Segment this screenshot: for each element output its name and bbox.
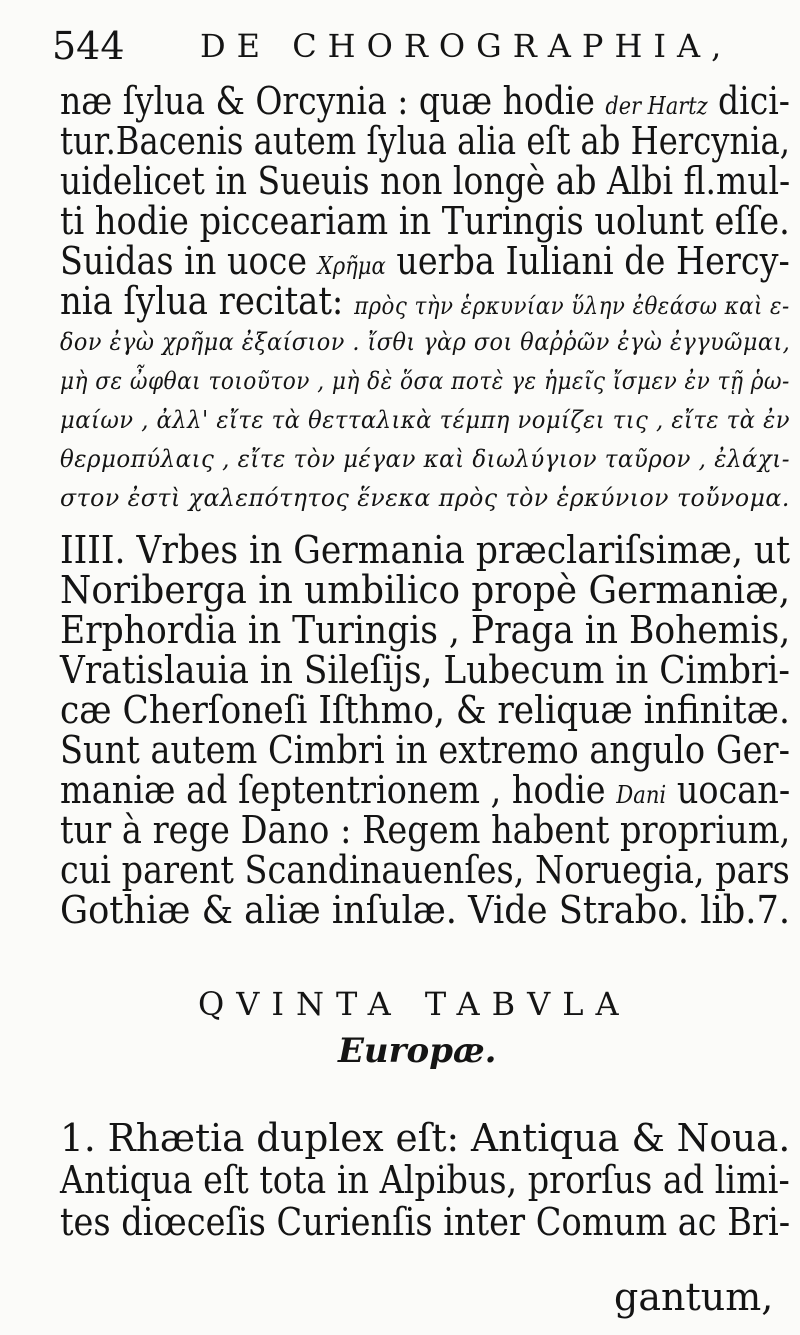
greek-line: θερμοπύλαις , εἴτε τὸν μέγαν καὶ διωλύγιον ταῦρον , ἐλάχι- (60, 445, 790, 473)
text-line: Gothiæ & aliæ inſulæ. Vide Strabo. lib.7. (60, 888, 791, 932)
text-line: cui parent Scandinauenſes, Noruegia, pars (60, 848, 790, 892)
text-line: Noriberga in umbilico propè Germaniæ, (60, 568, 791, 612)
section-subtitle: Europæ. (338, 1031, 497, 1071)
text-line: IIII. Vrbes in Germania præclariſsimæ, ut (60, 528, 791, 572)
text-line: Erphordia in Turingis , Praga in Bohemis, (60, 608, 791, 652)
section-title: QVINTA TABVLA (198, 985, 631, 1023)
text-line: tes diœceſis Curienſis inter Comum ac Bri- (60, 1200, 791, 1244)
text-line: næ ſylua & Orcynia : quæ hodie der Hartz dici- (60, 79, 790, 123)
text-line: Antiqua eſt tota in Alpibus, prorſus ad limi- (60, 1158, 790, 1202)
page-header (52, 22, 752, 70)
page-number: 544 (52, 24, 125, 68)
text-line: Suidas in uoce Χρῆμα uerba Iuliani de Hercy- (60, 239, 790, 283)
text-line: maniæ ad ſeptentrionem , hodie Dani uocan- (60, 768, 791, 812)
running-head: DE CHOROGRAPHIA, (200, 27, 733, 65)
text-line: 1. Rhætia duplex eſt: Antiqua & Noua. (60, 1116, 791, 1160)
text-line: Vratislauia in Sileſijs, Lubecum in Cimbri- (60, 648, 790, 692)
greek-line: μαίων , ἀλλ' εἴτε τὰ θετταλικὰ τέμπη νομίζει τις , εἴτε τὰ ἐν (60, 406, 790, 434)
text-line: tur.Bacenis autem ſylua alia eſt ab Hercynia, (60, 119, 790, 163)
text-line: tur à rege Dano : Regem habent proprium, (60, 808, 791, 852)
greek-line: στον ἐστὶ χαλεπότητος ἕνεκα πρὸς τὸν ἑρκύνιον τοὔνομα. (60, 484, 790, 512)
text-line: nia ſylua recitat: πρὸς τὴν ἑρκυνίαν ὕλην ἐθεάσω καὶ ε- (60, 279, 790, 323)
text-line: ti hodie picceariam in Turingis uolunt eſſe. (60, 199, 790, 243)
catchword: gantum, (614, 1275, 774, 1319)
text-line: cæ Cherſoneſi Iſthmo, & reliquæ infinitæ. (60, 688, 790, 732)
text-line: uidelicet in Sueuis non longè ab Albi fl.mul- (60, 159, 791, 203)
text-line: Sunt autem Cimbri in extremo angulo Ger- (60, 728, 790, 772)
greek-line: μὴ σε ὦφθαι τοιοῦτον , μὴ δὲ ὅσα ποτὲ γε ἡμεῖς ἴσμεν ἐν τῇ ῥω- (60, 367, 790, 395)
greek-line: δον ἐγὼ χρῆμα ἐξαίσιον . ἴσθι γὰρ σοι θαῤῥῶν ἐγὼ ἐγγυῶμαι, (60, 328, 791, 356)
